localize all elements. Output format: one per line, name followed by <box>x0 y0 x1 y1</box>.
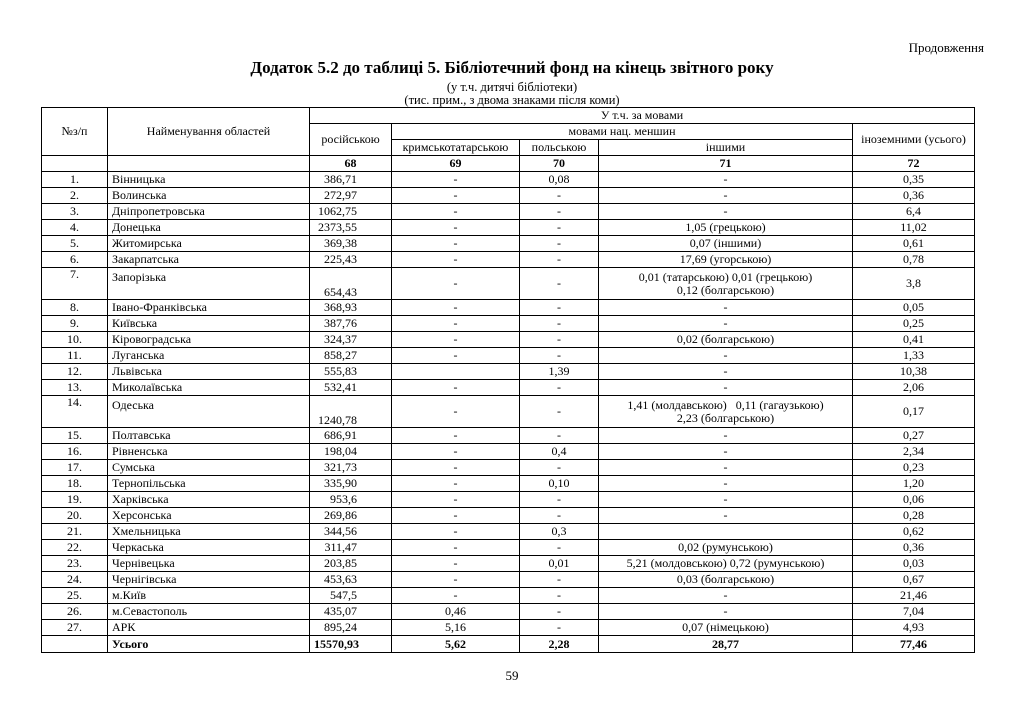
russian-value: 324,37 <box>310 332 392 348</box>
other-languages-value: - <box>599 172 853 188</box>
table-row <box>42 348 975 364</box>
table-body <box>42 172 975 653</box>
table-row <box>42 540 975 556</box>
russian-value: 225,43 <box>310 252 392 268</box>
row-number: 4. <box>42 220 108 236</box>
crimean-tatar-value: - <box>392 252 520 268</box>
other-languages-value: - <box>599 348 853 364</box>
row-number: 18. <box>42 476 108 492</box>
row-number: 1. <box>42 172 108 188</box>
foreign-value: 0,06 <box>853 492 975 508</box>
header-by-language: У т.ч. за мовами <box>310 108 975 124</box>
region-name: Київська <box>108 316 310 332</box>
other-languages-value: - <box>599 428 853 444</box>
row-number: 15. <box>42 428 108 444</box>
russian-value: 453,63 <box>310 572 392 588</box>
row-number: 17. <box>42 460 108 476</box>
polish-value: 1,39 <box>520 364 599 380</box>
crimean-tatar-value: - <box>392 236 520 252</box>
crimean-tatar-value: - <box>392 204 520 220</box>
row-number: 21. <box>42 524 108 540</box>
other-languages-line: 0,12 (болгарською) <box>676 282 775 297</box>
other-languages-value <box>599 268 853 300</box>
table-row <box>42 460 975 476</box>
region-name: Донецька <box>108 220 310 236</box>
russian-value: 953,6 <box>310 492 392 508</box>
region-name: м.Київ <box>108 588 310 604</box>
foreign-value: 0,25 <box>853 316 975 332</box>
foreign-value: 4,93 <box>853 620 975 636</box>
crimean-tatar-value: - <box>392 172 520 188</box>
region-name: Рівненська <box>108 444 310 460</box>
foreign-value: 0,36 <box>853 188 975 204</box>
row-number: 5. <box>42 236 108 252</box>
table-row <box>42 380 975 396</box>
other-languages-value: 0,07 (німецькою) <box>599 620 853 636</box>
polish-value: 0,10 <box>520 476 599 492</box>
other-languages-value: 0,02 (болгарською) <box>599 332 853 348</box>
crimean-tatar-value: - <box>392 588 520 604</box>
polish-value: - <box>520 220 599 236</box>
foreign-value: 0,03 <box>853 556 975 572</box>
polish-value: - <box>520 588 599 604</box>
other-languages-value: - <box>599 300 853 316</box>
row-number: 26. <box>42 604 108 620</box>
polish-value: - <box>520 572 599 588</box>
polish-value: 0,01 <box>520 556 599 572</box>
total-other: 28,77 <box>599 636 853 653</box>
row-number: 2. <box>42 188 108 204</box>
region-name: Вінницька <box>108 172 310 188</box>
table-row <box>42 524 975 540</box>
row-number: 7. <box>42 268 108 300</box>
russian-value: 1062,75 <box>310 204 392 220</box>
other-languages-value: - <box>599 492 853 508</box>
row-number: 19. <box>42 492 108 508</box>
library-fund-table <box>41 107 975 653</box>
russian-value: 369,38 <box>310 236 392 252</box>
crimean-tatar-value: - <box>392 300 520 316</box>
crimean-tatar-value: - <box>392 540 520 556</box>
region-name: Львівська <box>108 364 310 380</box>
row-number: 13. <box>42 380 108 396</box>
region-name: Дніпропетровська <box>108 204 310 220</box>
document-title: Додаток 5.2 до таблиці 5. Бібліотечний фонд на кінець звітного року <box>250 58 774 77</box>
foreign-value: 2,34 <box>853 444 975 460</box>
foreign-value: 0,78 <box>853 252 975 268</box>
region-name: Луганська <box>108 348 310 364</box>
russian-value: 387,76 <box>310 316 392 332</box>
crimean-tatar-value: 5,16 <box>392 620 520 636</box>
other-languages-value: - <box>599 460 853 476</box>
foreign-value: 2,06 <box>853 380 975 396</box>
table-row <box>42 620 975 636</box>
row-number: 20. <box>42 508 108 524</box>
russian-value: 368,93 <box>310 300 392 316</box>
crimean-tatar-value: - <box>392 460 520 476</box>
region-name: Чернівецька <box>108 556 310 572</box>
polish-value: - <box>520 204 599 220</box>
crimean-tatar-value: 0,46 <box>392 604 520 620</box>
other-languages-value: - <box>599 380 853 396</box>
polish-value: 0,08 <box>520 172 599 188</box>
polish-value: - <box>520 380 599 396</box>
other-languages-value: - <box>599 204 853 220</box>
foreign-value: 3,8 <box>853 268 975 300</box>
table-row <box>42 492 975 508</box>
header-foreign: іноземними (усього) <box>853 124 975 156</box>
russian-value: 1240,78 <box>310 396 392 428</box>
column-number-blank <box>108 156 310 172</box>
row-number: 24. <box>42 572 108 588</box>
header-region: Найменування областей <box>108 108 310 156</box>
table-row <box>42 204 975 220</box>
polish-value: - <box>520 540 599 556</box>
region-name: Миколаївська <box>108 380 310 396</box>
region-name: Полтавська <box>108 428 310 444</box>
russian-value: 272,97 <box>310 188 392 204</box>
other-languages-value: 17,69 (угорською) <box>599 252 853 268</box>
foreign-value: 0,28 <box>853 508 975 524</box>
polish-value: - <box>520 492 599 508</box>
table-row <box>42 316 975 332</box>
region-name: Одеська <box>108 396 310 428</box>
crimean-tatar-value: - <box>392 268 520 300</box>
russian-value: 203,85 <box>310 556 392 572</box>
russian-value: 895,24 <box>310 620 392 636</box>
foreign-value: 0,17 <box>853 396 975 428</box>
total-crimean-tatar: 5,62 <box>392 636 520 653</box>
other-languages-value: 0,03 (болгарською) <box>599 572 853 588</box>
region-name: Волинська <box>108 188 310 204</box>
other-languages-value: 1,05 (грецькою) <box>599 220 853 236</box>
other-languages-value: 0,07 (іншими) <box>599 236 853 252</box>
header-polish: польською <box>520 140 599 156</box>
region-name: Запорізька <box>108 268 310 300</box>
table-row <box>42 588 975 604</box>
foreign-value: 21,46 <box>853 588 975 604</box>
russian-value: 311,47 <box>310 540 392 556</box>
table-row <box>42 220 975 236</box>
crimean-tatar-value: - <box>392 572 520 588</box>
region-name: АРК <box>108 620 310 636</box>
table-row <box>42 300 975 316</box>
row-number: 11. <box>42 348 108 364</box>
header-minorities: мовами нац. меншин <box>392 124 853 140</box>
polish-value: - <box>520 508 599 524</box>
russian-value: 335,90 <box>310 476 392 492</box>
russian-value: 532,41 <box>310 380 392 396</box>
russian-value: 555,83 <box>310 364 392 380</box>
table-row <box>42 188 975 204</box>
polish-value: - <box>520 428 599 444</box>
table-row <box>42 268 975 300</box>
other-languages-value: - <box>599 316 853 332</box>
polish-value: - <box>520 236 599 252</box>
foreign-value: 0,05 <box>853 300 975 316</box>
foreign-value: 0,41 <box>853 332 975 348</box>
foreign-value: 0,62 <box>853 524 975 540</box>
column-number: 72 <box>853 156 975 172</box>
region-name: Кіровоградська <box>108 332 310 348</box>
table-row <box>42 604 975 620</box>
polish-value: 0,3 <box>520 524 599 540</box>
region-name: Черкаська <box>108 540 310 556</box>
region-name: м.Севастополь <box>108 604 310 620</box>
other-languages-value: 5,21 (молдовською) 0,72 (румунською) <box>599 556 853 572</box>
polish-value: - <box>520 268 599 300</box>
other-languages-line: 0,01 (татарською) 0,01 (грецькою) <box>638 269 813 284</box>
other-languages-line: 2,23 (болгарською) <box>676 410 775 425</box>
polish-value: - <box>520 348 599 364</box>
foreign-value: 0,61 <box>853 236 975 252</box>
region-name: Херсонська <box>108 508 310 524</box>
other-languages-value: - <box>599 588 853 604</box>
polish-value: - <box>520 188 599 204</box>
column-number: 68 <box>310 156 392 172</box>
row-number: 6. <box>42 252 108 268</box>
crimean-tatar-value: - <box>392 380 520 396</box>
row-number: 25. <box>42 588 108 604</box>
row-number: 27. <box>42 620 108 636</box>
table-row <box>42 396 975 428</box>
russian-value: 858,27 <box>310 348 392 364</box>
foreign-value: 7,04 <box>853 604 975 620</box>
russian-value: 435,07 <box>310 604 392 620</box>
crimean-tatar-value: - <box>392 476 520 492</box>
foreign-value: 0,35 <box>853 172 975 188</box>
row-number: 23. <box>42 556 108 572</box>
russian-value: 269,86 <box>310 508 392 524</box>
russian-value: 198,04 <box>310 444 392 460</box>
other-languages-value: - <box>599 364 853 380</box>
column-number: 69 <box>392 156 520 172</box>
polish-value: - <box>520 620 599 636</box>
russian-value: 2373,55 <box>310 220 392 236</box>
region-name: Харківська <box>108 492 310 508</box>
region-name: Закарпатська <box>108 252 310 268</box>
foreign-value: 0,23 <box>853 460 975 476</box>
crimean-tatar-value: - <box>392 428 520 444</box>
table-row <box>42 172 975 188</box>
polish-value: - <box>520 300 599 316</box>
other-languages-value: - <box>599 508 853 524</box>
region-name: Хмельницька <box>108 524 310 540</box>
column-number: 70 <box>520 156 599 172</box>
russian-value: 547,5 <box>310 588 392 604</box>
table-row <box>42 444 975 460</box>
foreign-value: 0,27 <box>853 428 975 444</box>
table-row <box>42 556 975 572</box>
polish-value: - <box>520 316 599 332</box>
crimean-tatar-value: - <box>392 348 520 364</box>
crimean-tatar-value: - <box>392 492 520 508</box>
header-crimean-tatar: кримськотатарською <box>392 140 520 156</box>
row-number: 8. <box>42 300 108 316</box>
table-row <box>42 572 975 588</box>
foreign-value: 1,20 <box>853 476 975 492</box>
region-name: Івано-Франківська <box>108 300 310 316</box>
polish-value: - <box>520 252 599 268</box>
region-name: Житомирська <box>108 236 310 252</box>
continuation-label: Продовження <box>908 40 984 55</box>
other-languages-value <box>599 396 853 428</box>
row-number: 14. <box>42 396 108 428</box>
foreign-value: 0,67 <box>853 572 975 588</box>
crimean-tatar-value: - <box>392 508 520 524</box>
table-row <box>42 252 975 268</box>
total-foreign: 77,46 <box>853 636 975 653</box>
russian-value: 344,56 <box>310 524 392 540</box>
other-languages-value: 0,02 (румунською) <box>599 540 853 556</box>
polish-value: - <box>520 332 599 348</box>
document-subtitle: (у т.ч. дитячі бібліотеки) <box>446 80 578 94</box>
crimean-tatar-value: - <box>392 524 520 540</box>
other-languages-value: - <box>599 476 853 492</box>
total-row <box>42 636 975 653</box>
crimean-tatar-value <box>392 364 520 380</box>
row-number: 10. <box>42 332 108 348</box>
row-number: 16. <box>42 444 108 460</box>
polish-value: - <box>520 396 599 428</box>
crimean-tatar-value: - <box>392 396 520 428</box>
polish-value: - <box>520 604 599 620</box>
foreign-value: 6,4 <box>853 204 975 220</box>
total-polish: 2,28 <box>520 636 599 653</box>
foreign-value: 11,02 <box>853 220 975 236</box>
crimean-tatar-value: - <box>392 316 520 332</box>
table-row <box>42 364 975 380</box>
crimean-tatar-value: - <box>392 556 520 572</box>
region-name: Тернопільська <box>108 476 310 492</box>
row-number: 9. <box>42 316 108 332</box>
column-number: 71 <box>599 156 853 172</box>
region-name: Сумська <box>108 460 310 476</box>
other-languages-value: - <box>599 444 853 460</box>
foreign-value: 0,36 <box>853 540 975 556</box>
row-number: 3. <box>42 204 108 220</box>
foreign-value: 1,33 <box>853 348 975 364</box>
crimean-tatar-value: - <box>392 220 520 236</box>
table-row <box>42 332 975 348</box>
table-row <box>42 508 975 524</box>
russian-value: 686,91 <box>310 428 392 444</box>
total-label: Усього <box>108 636 310 653</box>
table-row <box>42 428 975 444</box>
header-number: №з/п <box>42 108 108 156</box>
region-name: Чернігівська <box>108 572 310 588</box>
table-row <box>42 476 975 492</box>
other-languages-value <box>599 524 853 540</box>
polish-value: 0,4 <box>520 444 599 460</box>
polish-value: - <box>520 460 599 476</box>
russian-value: 654,43 <box>310 268 392 300</box>
column-number-blank <box>42 156 108 172</box>
russian-value: 321,73 <box>310 460 392 476</box>
page-number: 59 <box>505 668 519 683</box>
row-number: 12. <box>42 364 108 380</box>
row-number: 22. <box>42 540 108 556</box>
header-other: іншими <box>599 140 853 156</box>
crimean-tatar-value: - <box>392 444 520 460</box>
other-languages-value: - <box>599 604 853 620</box>
russian-value: 386,71 <box>310 172 392 188</box>
total-number-blank <box>42 636 108 653</box>
other-languages-value: - <box>599 188 853 204</box>
table-row <box>42 236 975 252</box>
other-languages-line: 1,41 (молдавською) 0,11 (гагаузькою) <box>627 397 824 412</box>
header-russian: російською <box>310 124 392 156</box>
total-russian: 15570,93 <box>310 636 392 653</box>
crimean-tatar-value: - <box>392 188 520 204</box>
units-note: (тис. прим., з двома знаками після коми) <box>404 93 620 107</box>
crimean-tatar-value: - <box>392 332 520 348</box>
foreign-value: 10,38 <box>853 364 975 380</box>
